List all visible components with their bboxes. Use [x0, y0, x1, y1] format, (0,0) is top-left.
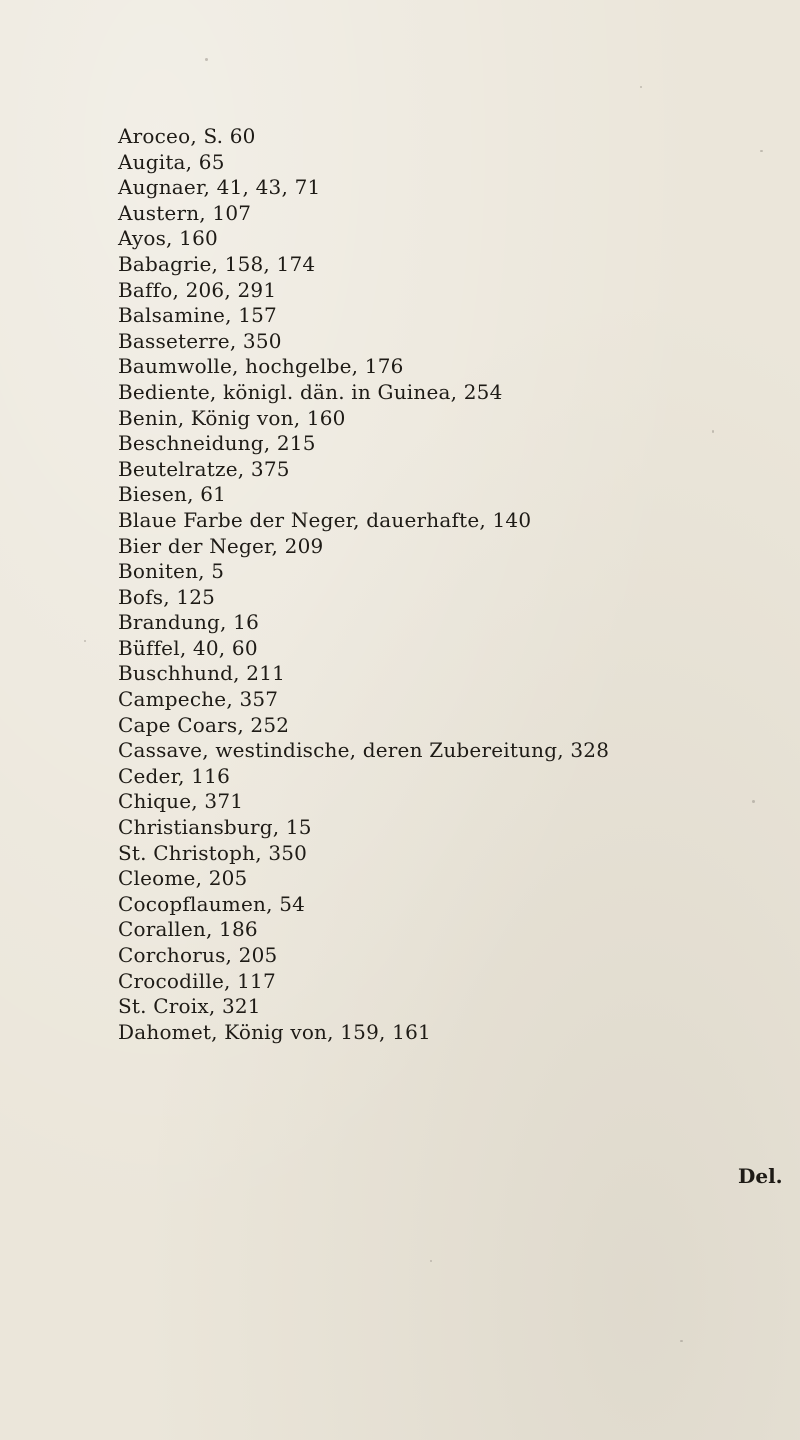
index-entry: Babagrie, 158, 174	[118, 251, 316, 276]
index-entry: Corallen, 186	[118, 917, 258, 942]
index-entry: Balsamine, 157	[118, 303, 277, 328]
index-entry: Bediente, königl. dän. in Guinea, 254	[118, 379, 503, 404]
index-entry: Augita, 65	[118, 149, 225, 174]
paper-speck	[680, 1340, 683, 1342]
index-entry: Buschhund, 211	[118, 661, 286, 686]
index-entry: Benin, König von, 160	[118, 405, 346, 430]
index-entry: Blaue Farbe der Neger, dauerhafte, 140	[118, 507, 532, 532]
index-entry: Cape Coars, 252	[118, 712, 290, 737]
index-entry: Dahomet, König von, 159, 161	[118, 1019, 431, 1044]
index-entry: Brandung, 16	[118, 610, 259, 635]
paper-speck	[205, 58, 208, 61]
paper-speck	[430, 1260, 432, 1262]
index-entry: Basseterre, 350	[118, 328, 282, 353]
index-entry: Chique, 371	[118, 789, 244, 814]
index-entry: Baffo, 206, 291	[118, 277, 277, 302]
index-entry: St. Croix, 321	[118, 994, 261, 1019]
index-entry: Campeche, 357	[118, 687, 279, 712]
index-entry: Aroceo, S. 60	[118, 124, 256, 148]
catchword: Del.	[738, 1164, 783, 1188]
index-list	[118, 124, 778, 1045]
index-entry: St. Christoph, 350	[118, 840, 308, 865]
index-entry: Bier der Neger, 209	[118, 533, 324, 558]
index-entry: Beutelratze, 375	[118, 456, 290, 481]
index-entry: Crocodille, 117	[118, 968, 276, 993]
index-entry: Christiansburg, 15	[118, 815, 312, 840]
index-entry: Bofs, 125	[118, 584, 216, 609]
index-entry: Boniten, 5	[118, 559, 225, 584]
index-entry: Beschneidung, 215	[118, 431, 316, 456]
index-entry: Ayos, 160	[118, 226, 218, 251]
index-entry: Baumwolle, hochgelbe, 176	[118, 354, 404, 379]
index-entry: Corchorus, 205	[118, 943, 278, 967]
index-entry: Cleome, 205	[118, 866, 248, 891]
index-entry: Biesen, 61	[118, 482, 227, 507]
index-entry: Ceder, 116	[118, 763, 231, 788]
index-entry: Büffel, 40, 60	[118, 635, 258, 660]
index-entry: Austern, 107	[118, 200, 252, 225]
paper-speck	[84, 640, 86, 642]
paper-speck	[640, 86, 642, 88]
index-entry: Cocopflaumen, 54	[118, 891, 306, 916]
index-entry: Cassave, westindische, deren Zubereitung, 328	[118, 738, 610, 763]
index-entry: Augnaer, 41, 43, 71	[118, 175, 321, 200]
